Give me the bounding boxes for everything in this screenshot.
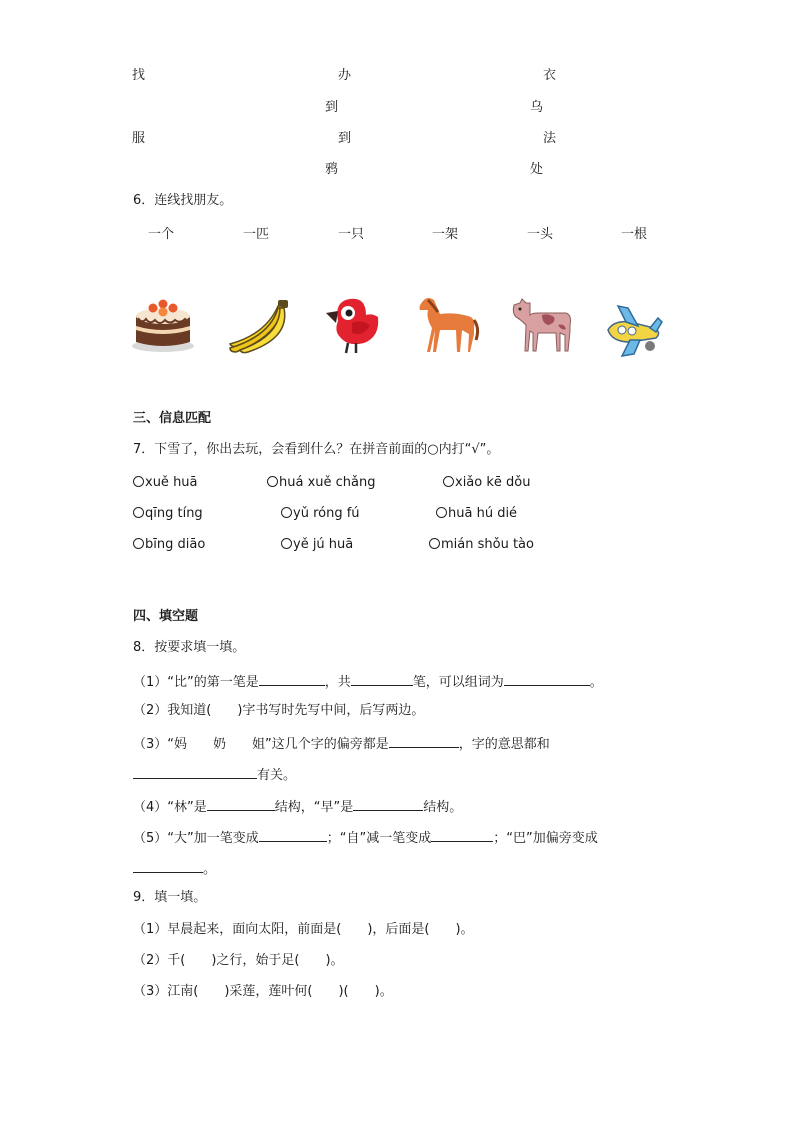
question-8-title: 8．按要求填一填。 — [133, 640, 246, 655]
pinyin-option[interactable]: qīng tíng — [133, 505, 203, 523]
answer-circle[interactable] — [133, 507, 144, 518]
answer-blank[interactable] — [133, 858, 203, 873]
pinyin-option[interactable]: yǔ róng fú — [281, 505, 360, 523]
measure-word: 一根 — [621, 227, 648, 242]
pinyin-option[interactable]: huá xuě chǎng — [267, 474, 375, 492]
measure-word: 一架 — [432, 227, 459, 242]
answer-blank[interactable] — [207, 796, 275, 811]
answer-circle[interactable] — [133, 538, 144, 549]
answer-blank[interactable] — [504, 671, 590, 686]
question-9-title: 9．填一填。 — [133, 890, 207, 905]
match-char: 法 — [543, 131, 557, 146]
section-3-heading: 三、信息匹配 — [133, 411, 212, 426]
match-char: 服 — [132, 131, 146, 146]
question-8-part-1: （1）“比”的第一笔是 ，共 笔，可以组词为 。 — [133, 671, 603, 692]
question-8-part-3-cont: 有关。 — [133, 764, 296, 785]
pinyin-option[interactable]: huā hú dié — [436, 505, 517, 523]
question-7-title: 7．下雪了，你出去玩，会看到什么？在拼音前面的○内打“√”。 — [133, 442, 500, 457]
question-9-part-2: （2）千( )之行，始于足( )。 — [133, 953, 344, 968]
answer-blank[interactable] — [259, 827, 327, 842]
pinyin-option[interactable]: xuě huā — [133, 474, 198, 492]
cake-icon — [130, 292, 196, 354]
pinyin-option[interactable]: yě jú huā — [281, 536, 353, 554]
pinyin-option[interactable]: xiǎo kē dǒu — [443, 474, 530, 492]
answer-circle[interactable] — [436, 507, 447, 518]
answer-circle[interactable] — [443, 476, 454, 487]
match-char: 衣 — [543, 68, 557, 83]
bird-icon — [320, 293, 386, 355]
question-8-part-5-cont: 。 — [133, 858, 216, 879]
question-9-part-1: （1）早晨起来，面向太阳，前面是( )，后面是( )。 — [133, 922, 474, 937]
answer-circle[interactable] — [429, 538, 440, 549]
answer-blank[interactable] — [431, 827, 493, 842]
match-char: 到 — [338, 131, 352, 146]
question-8-part-2: （2）我知道( )字书写时先写中间，后写两边。 — [133, 703, 425, 718]
question-8-part-5: （5）“大”加一笔变成 ；“自”减一笔变成 ；“巴”加偏旁变成 — [133, 827, 598, 848]
answer-blank[interactable] — [259, 671, 325, 686]
answer-blank[interactable] — [389, 733, 459, 748]
answer-blank[interactable] — [353, 796, 423, 811]
question-9-part-3: （3）江南( )采莲，莲叶何( )( )。 — [133, 984, 393, 999]
cow-icon — [508, 295, 574, 353]
match-char: 到 — [325, 100, 339, 115]
pinyin-option[interactable]: bīng diāo — [133, 536, 205, 554]
answer-circle[interactable] — [267, 476, 278, 487]
question-8-part-4: （4）“林”是 结构，“早”是 结构。 — [133, 796, 462, 817]
airplane-icon — [600, 300, 666, 358]
question-8-part-3: （3）“妈 奶 姐”这几个字的偏旁都是 ，字的意思都和 — [133, 733, 550, 754]
answer-circle[interactable] — [281, 538, 292, 549]
match-char: 处 — [530, 162, 544, 177]
match-char: 鸦 — [325, 162, 339, 177]
match-char: 办 — [338, 68, 352, 83]
answer-circle[interactable] — [133, 476, 144, 487]
measure-word: 一只 — [338, 227, 365, 242]
answer-circle[interactable] — [281, 507, 292, 518]
match-char: 找 — [132, 68, 146, 83]
match-char: 乌 — [530, 100, 544, 115]
horse-icon — [414, 294, 480, 354]
question-6-title: 6．连线找朋友。 — [133, 193, 233, 208]
measure-word: 一个 — [148, 227, 175, 242]
section-4-heading: 四、填空题 — [133, 609, 199, 624]
measure-word: 一头 — [527, 227, 554, 242]
measure-word: 一匹 — [243, 227, 270, 242]
answer-blank[interactable] — [133, 764, 257, 779]
banana-icon — [226, 298, 292, 354]
pinyin-option[interactable]: mián shǒu tào — [429, 536, 534, 554]
answer-blank[interactable] — [351, 671, 413, 686]
